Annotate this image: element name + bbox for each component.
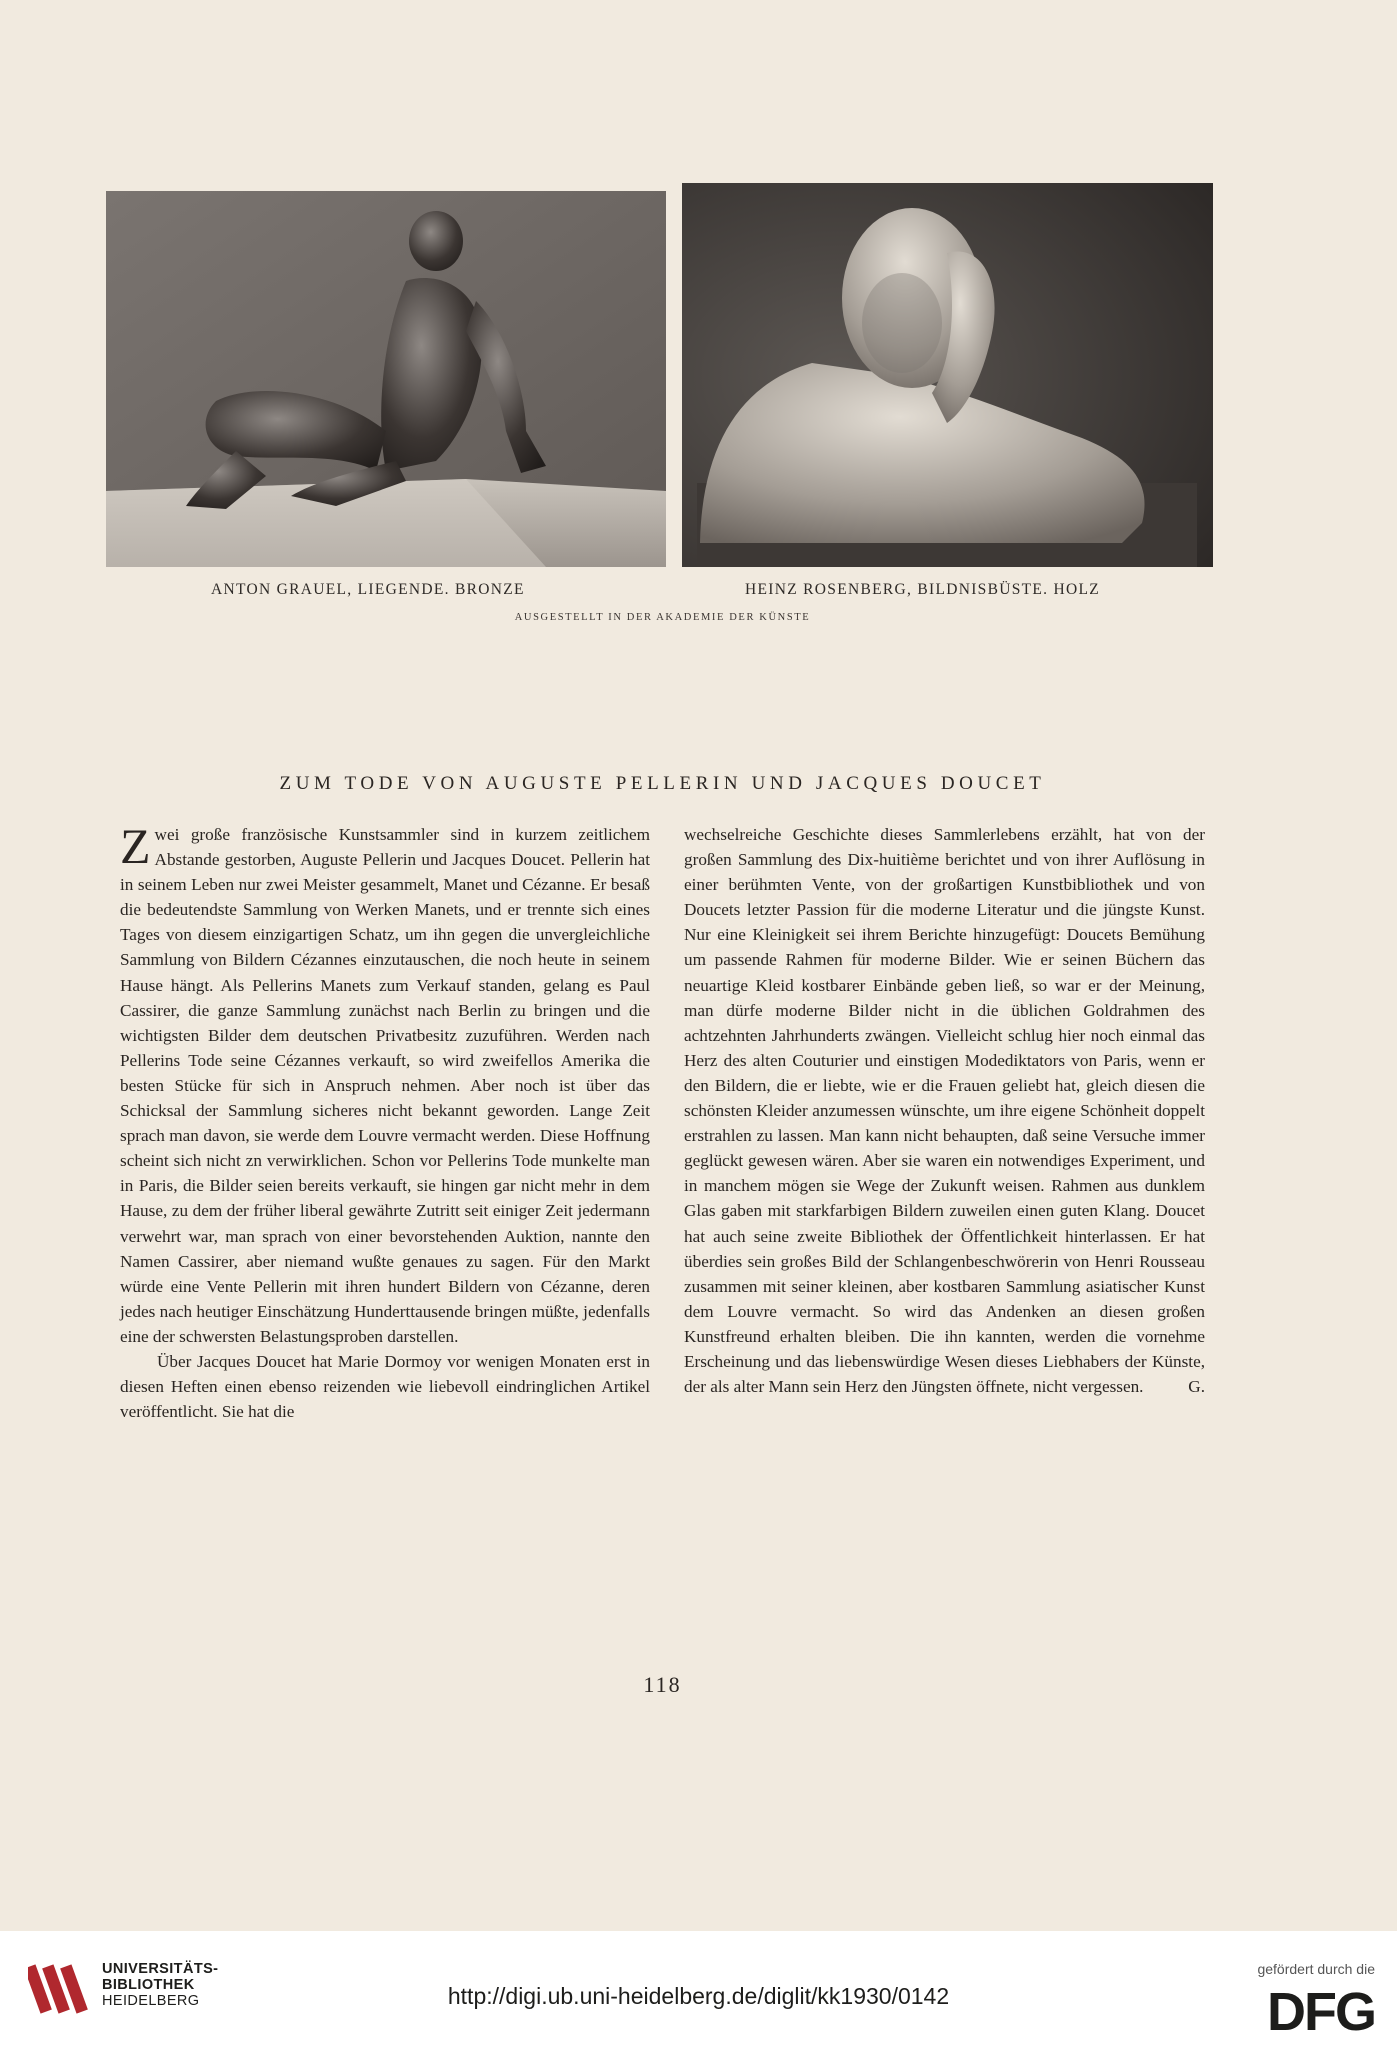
paragraph-1-text: wei große französische Kunstsammler sind in kurzem zeitlichem Abstande gestorben, Auguste Pellerin und Jacques Doucet. Pellerin hat in seinem Leben nur zwei Meister gesammelt, Manet und Cézanne. Er besaß die bedeutendste Sammlung von Werken Manets, und er trennte sich eines Tages von diesem einzigartigen Schatz, um ihn gegen die unvergleichliche Sammlung von Bildern Cézannes einzutauschen, die noch heute in seinem Hause hängt. Als Pellerins Manets zum Verkauf standen, gelang es Paul Cassirer, die ganze Sammlung zunächst nach Berlin zu bringen und die wichtigsten Bilder dem deutschen Privatbesitz zuzuführen. Werden nach Pellerins Tode seine Cézannes verkauft, so wird zweifellos Amerika die besten Stücke für sich in Anspruch nehmen. Aber noch ist über das Schicksal der Sammlung sicheres nicht bekannt geworden. Lange Zeit sprach man davon, sie werde dem Louvre vermacht werden. Diese Hoffnung scheint sich nicht zn verwirklichen. Schon vor Pellerins Tode munkelte man in Paris, die Bilder seien bereits verkauft, sie hingen gar nicht mehr in dem Hause, zu dem der früher liberal gewährte Zutritt seit einiger Zeit jedermann verwehrt war, man sprach von einer bevorstehenden Auktion, nannte den Namen Cassirer, aber niemand wußte genaues zu sagen. Für den Markt würde eine Vente Pellerin mit ihren hundert Bildern von Cézanne, deren jedes nach heutiger Einschätzung Hunderttausende bringen müßte, jedenfalls eine der schwersten Belastungsproben darstellen. — [120, 825, 650, 1346]
article-column-left — [120, 818, 650, 1424]
dfg-logo: DFG — [1267, 1982, 1375, 2042]
digitization-footer — [0, 1931, 1397, 2051]
digital-copy-link[interactable]: http://digi.ub.uni-heidelberg.de/diglit/kk1930/0142 — [447, 1983, 950, 2009]
photo-heinz-rosenberg-bildnisbueste — [682, 183, 1213, 567]
paragraph-2: Über Jacques Doucet hat Marie Dormoy vor wenigen Monaten erst in diesen Heften einen ebenso reizenden wie liebevoll eindringlichen Artikel veröffentlicht. Sie hat die — [120, 1351, 650, 1422]
article-title: ZUM TODE VON AUGUSTE PELLERIN UND JACQUES DOUCET — [279, 773, 1046, 794]
bronze-figure-image — [106, 191, 666, 567]
exhibition-note: AUSGESTELLT IN DER AKADEMIE DER KÜNSTE — [514, 612, 811, 623]
funding-text: gefördert durch die — [1257, 1961, 1375, 1977]
library-name-line-3: HEIDELBERG — [102, 1993, 200, 2009]
drop-cap: Z — [120, 818, 151, 874]
library-name-line-2: BIBLIOTHEK — [102, 1977, 195, 1993]
caption-left-figure: ANTON GRAUEL, LIEGENDE. BRONZE — [211, 581, 525, 598]
article-column-right — [684, 822, 1205, 1399]
page-number: 118 — [643, 1672, 682, 1697]
author-signature: G. — [1188, 1377, 1205, 1397]
paragraph-continued: wechselreiche Geschichte dieses Sammlerlebens erzählt, hat von der großen Sammlung des Dix-huitième berichtet und von ihrer Auflösung in einer berühmten Vente, von der großartigen Kunstbibliothek und von Doucets letzter Passion für die moderne Literatur und die jüngste Kunst. Nur eine Kleinigkeit sei ihrem Berichte hinzugefügt: Doucets Bemühung um passende Rahmen für moderne Bilder. Wie er seinen Büchern das neuartige Kleid kostbarer Einbände geben ließ, so war er der Meinung, man dürfe moderne Bilder nicht in die üblichen Goldrahmen des achtzehnten Jahrhunderts zwängen. Vielleicht schlug hier noch einmal das Herz des alten Couturier und einstigen Modediktators von Paris, wenn er den Bildern, die er liebte, wie er die Frauen geliebt hat, gleich diesen die schönsten Kleider anzumessen wünschte, um ihre eigene Schönheit doppelt erstrahlen zu lassen. Man kann nicht behaupten, daß seine Versuche immer geglückt gewesen wären. Aber sie waren ein notwendiges Experiment, und in manchem mögen sie Wege der Zukunft weisen. Rahmen aus dunklem Glas gaben mit starkfarbigen Bildern zuweilen einen guten Klang. Doucet hat auch seine zweite Bibliothek der Öffentlichkeit hinterlassen. Er hat überdies sein großes Bild der Schlangenbeschwörerin von Henri Rousseau zusammen mit seiner kleinen, aber kostbaren Sammlung asiatischer Kunst dem Louvre vermacht. So wird das Andenken an diesen großen Kunstfreund erhalten bleiben. Die ihn kannten, werden die vornehme Erscheinung und das liebenswürdige Wesen dieses Liebhabers der Künste, der als alter Mann sein Herz den Jüngsten öffnete, nicht vergessen. — [684, 825, 1205, 1397]
wooden-bust-image — [682, 183, 1213, 567]
library-name-line-1: UNIVERSITÄTS- — [102, 1961, 219, 1977]
caption-right-figure: HEINZ ROSENBERG, BILDNISBÜSTE. HOLZ — [745, 581, 1101, 598]
photo-anton-grauel-liegende — [106, 191, 666, 567]
paragraph-1 — [120, 818, 650, 1349]
